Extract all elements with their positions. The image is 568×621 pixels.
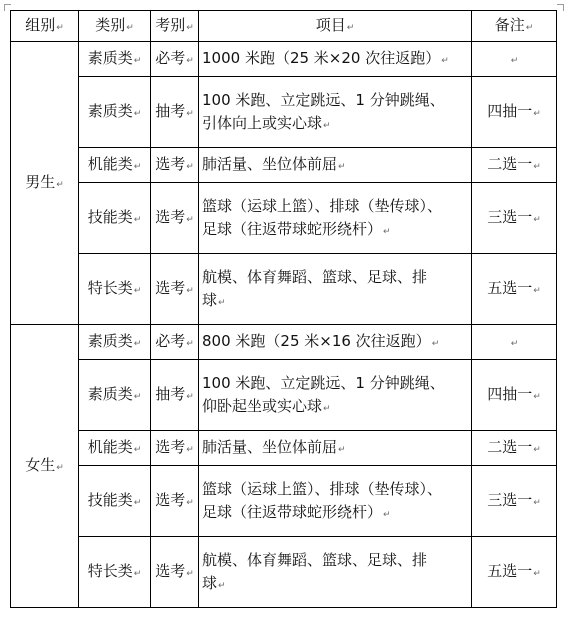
exam-type-cell: [151, 148, 199, 183]
header-label: 备注: [494, 16, 525, 35]
category-label: 素质类: [87, 385, 133, 404]
item-cell: [199, 42, 472, 77]
note-label: 三选一: [487, 491, 533, 510]
note-label: 五选一: [487, 279, 533, 298]
header-label: 类别: [95, 16, 126, 35]
paragraph-mark: ↵: [218, 298, 226, 308]
paragraph-mark: ↵: [186, 23, 194, 34]
item-line: 球: [202, 291, 218, 309]
note-cell: [472, 254, 557, 325]
table-row: [11, 360, 557, 431]
paragraph-mark: ↵: [510, 339, 519, 350]
paragraph-mark: ↵: [133, 445, 142, 456]
paragraph-mark: ↵: [186, 445, 194, 456]
item-cell: [199, 325, 472, 360]
note-label: 五选一: [487, 562, 533, 581]
paragraph-mark: ↵: [186, 569, 194, 580]
paragraph-mark: ↵: [186, 286, 194, 297]
exam-type-label: 抽考: [155, 385, 186, 404]
note-label: 四抽一: [487, 385, 533, 404]
paragraph-mark: ↵: [533, 498, 541, 509]
note-cell: [472, 431, 557, 466]
category-label: 特长类: [87, 279, 133, 298]
item-line: 800 米跑（25 米×16 次往返跑）: [202, 332, 431, 351]
group-label: 男生: [25, 173, 56, 192]
paragraph-mark: ↵: [186, 392, 194, 403]
category-label: 特长类: [87, 562, 133, 581]
category-cell: [79, 254, 151, 325]
exam-type-label: 选考: [155, 491, 186, 510]
exam-type-cell: [151, 77, 199, 148]
paragraph-mark: ↵: [338, 162, 346, 173]
paragraph-mark: ↵: [338, 445, 346, 456]
paragraph-mark: ↵: [533, 286, 541, 297]
header-item: [199, 11, 472, 42]
paragraph-mark: ↵: [346, 23, 355, 34]
category-cell: [79, 360, 151, 431]
exam-type-label: 选考: [155, 208, 186, 227]
paragraph-mark: ↵: [133, 498, 142, 509]
header-label: 组别: [25, 16, 56, 35]
category-label: 机能类: [87, 438, 133, 457]
item-line: 1000 米跑（25 米×20 次往返跑）: [202, 49, 441, 68]
header-note: [472, 11, 557, 42]
table-row: [11, 431, 557, 466]
category-cell: [79, 537, 151, 608]
category-cell: [79, 148, 151, 183]
category-label: 素质类: [87, 102, 133, 121]
category-cell: [79, 431, 151, 466]
category-cell: [79, 325, 151, 360]
paragraph-mark: ↵: [431, 339, 440, 350]
paragraph-mark: ↵: [133, 215, 142, 226]
exam-type-cell: [151, 537, 199, 608]
table-row: [11, 148, 557, 183]
item-cell: [199, 431, 472, 466]
item-line: 100 米跑、立定跳远、1 分钟跳绳、: [202, 373, 445, 392]
group-cell: [11, 325, 79, 608]
paragraph-mark: ↵: [441, 56, 449, 67]
table-row: [11, 42, 557, 77]
category-cell: [79, 466, 151, 537]
paragraph-mark: ↵: [383, 227, 391, 237]
paragraph-mark: ↵: [133, 109, 142, 120]
note-cell: [472, 360, 557, 431]
table-row: [11, 254, 557, 325]
page-corner-mark: [557, 4, 564, 11]
exam-type-label: 选考: [155, 562, 186, 581]
table-body: [11, 42, 557, 608]
category-cell: [79, 42, 151, 77]
category-cell: [79, 183, 151, 254]
note-cell: [472, 77, 557, 148]
paragraph-mark: ↵: [126, 23, 134, 34]
item-cell: [199, 537, 472, 608]
category-label: 技能类: [87, 208, 133, 227]
note-label: 二选一: [487, 155, 533, 174]
paragraph-mark: ↵: [533, 392, 541, 403]
item-line: 篮球（运球上篮）、排球（垫传球）、: [202, 479, 443, 498]
category-label: 素质类: [87, 332, 133, 351]
paragraph-mark: ↵: [186, 498, 194, 509]
item-line: 肺活量、坐位体前屈: [202, 438, 338, 457]
exam-type-cell: [151, 431, 199, 466]
paragraph-mark: ↵: [186, 162, 194, 173]
exam-type-label: 选考: [155, 155, 186, 174]
table-row: [11, 466, 557, 537]
paragraph-mark: ↵: [383, 510, 391, 520]
note-cell: [472, 148, 557, 183]
exam-type-cell: [151, 42, 199, 77]
note-label: 三选一: [487, 208, 533, 227]
table-row: [11, 183, 557, 254]
paragraph-mark: ↵: [133, 339, 142, 350]
paragraph-mark: ↵: [218, 581, 226, 591]
item-line: 航模、体育舞蹈、篮球、足球、排: [202, 550, 428, 569]
exam-type-cell: [151, 360, 199, 431]
note-label: 二选一: [487, 438, 533, 457]
paragraph-mark: ↵: [533, 109, 541, 120]
item-cell: [199, 466, 472, 537]
paragraph-mark: ↵: [56, 463, 64, 474]
paragraph-mark: ↵: [525, 23, 534, 34]
note-cell: [472, 537, 557, 608]
header-label: 考别: [155, 16, 186, 35]
item-line: 100 米跑、立定跳远、1 分钟跳绳、: [202, 90, 445, 109]
note-cell: [472, 42, 557, 77]
note-cell: [472, 466, 557, 537]
exam-type-cell: [151, 325, 199, 360]
paragraph-mark: ↵: [186, 109, 194, 120]
category-cell: [79, 77, 151, 148]
header-group: [11, 11, 79, 42]
item-line: 仰卧起坐或实心球: [202, 397, 323, 415]
item-line: 足球（往返带球蛇形绕杆）: [202, 220, 383, 238]
item-line: 足球（往返带球蛇形绕杆）: [202, 503, 383, 521]
item-cell: [199, 77, 472, 148]
item-cell: [199, 148, 472, 183]
paragraph-mark: ↵: [133, 286, 142, 297]
paragraph-mark: ↵: [56, 180, 64, 191]
exam-type-cell: [151, 183, 199, 254]
exam-type-label: 选考: [155, 279, 186, 298]
item-line: 引体向上或实心球: [202, 114, 323, 132]
exam-type-label: 必考: [155, 332, 186, 351]
paragraph-mark: ↵: [323, 404, 331, 414]
item-line: 肺活量、坐位体前屈: [202, 155, 338, 174]
paragraph-mark: ↵: [533, 162, 541, 173]
exam-items-table: [10, 10, 557, 608]
paragraph-mark: ↵: [133, 392, 142, 403]
paragraph-mark: ↵: [133, 162, 142, 173]
item-line: 篮球（运球上篮）、排球（垫传球）、: [202, 196, 443, 215]
item-line: 航模、体育舞蹈、篮球、足球、排: [202, 267, 428, 286]
table-row: [11, 77, 557, 148]
exam-type-cell: [151, 466, 199, 537]
table-row: [11, 537, 557, 608]
header-exam-type: [151, 11, 199, 42]
paragraph-mark: ↵: [133, 569, 142, 580]
paragraph-mark: ↵: [186, 339, 194, 350]
header-label: 项目: [315, 16, 346, 35]
table-row: [11, 325, 557, 360]
item-cell: [199, 360, 472, 431]
paragraph-mark: ↵: [186, 215, 194, 226]
paragraph-mark: ↵: [533, 445, 541, 456]
paragraph-mark: ↵: [533, 215, 541, 226]
exam-type-label: 必考: [155, 49, 186, 68]
category-label: 素质类: [87, 49, 133, 68]
category-label: 机能类: [87, 155, 133, 174]
paragraph-mark: ↵: [133, 56, 142, 67]
exam-type-label: 选考: [155, 438, 186, 457]
item-cell: [199, 183, 472, 254]
paragraph-mark: ↵: [56, 23, 64, 34]
header-category: [79, 11, 151, 42]
table-header-row: [11, 11, 557, 42]
group-label: 女生: [25, 456, 56, 475]
item-cell: [199, 254, 472, 325]
item-line: 球: [202, 574, 218, 592]
paragraph-mark: ↵: [533, 569, 541, 580]
group-cell: [11, 42, 79, 325]
paragraph-mark: ↵: [323, 121, 331, 131]
note-label: 四抽一: [487, 102, 533, 121]
note-cell: [472, 183, 557, 254]
paragraph-mark: ↵: [510, 56, 519, 67]
exam-type-cell: [151, 254, 199, 325]
exam-type-label: 抽考: [155, 102, 186, 121]
category-label: 技能类: [87, 491, 133, 510]
note-cell: [472, 325, 557, 360]
paragraph-mark: ↵: [186, 56, 194, 67]
